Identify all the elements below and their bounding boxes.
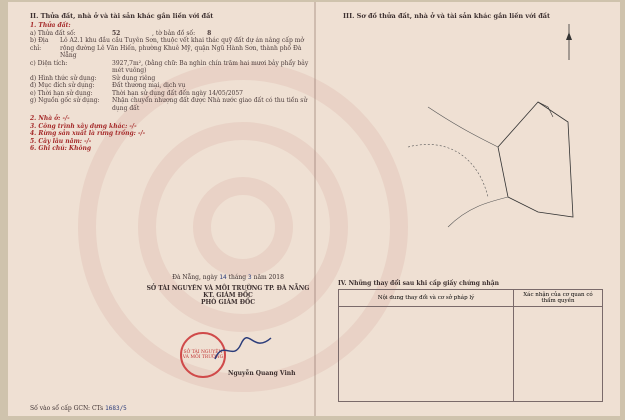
signer-name: Nguyễn Quang Vinh xyxy=(228,370,296,377)
stamp-text: SỞ TÀI NGUYÊN VÀ MÔI TRƯỜNG xyxy=(182,350,224,360)
table-row xyxy=(339,307,603,402)
kt-title: KT. GIÁM ĐỐC xyxy=(203,292,253,299)
change-content-header: Nội dung thay đổi và cơ sở pháp lý xyxy=(339,290,514,307)
north-arrow-icon xyxy=(563,22,575,62)
term-label: e) Thời hạn sử dụng: xyxy=(30,89,93,97)
parcel-number: 52 xyxy=(112,29,121,37)
entry-value: 1683/5 xyxy=(105,405,127,412)
term-row xyxy=(30,90,315,98)
notes-line: 6. Ghi chú: Không xyxy=(30,145,92,153)
changes-table xyxy=(338,289,603,402)
purpose-label: đ) Mục đích sử dụng: xyxy=(30,82,95,90)
issue-date xyxy=(138,274,318,281)
deputy-title: PHÓ GIÁM ĐỐC xyxy=(200,299,256,306)
certificate-sheet xyxy=(8,2,620,416)
origin-label: g) Nguồn gốc sử dụng: xyxy=(30,97,100,105)
land-heading: 1. Thửa đất: xyxy=(30,22,71,30)
map-number: 8 xyxy=(207,29,212,37)
section-iv-title: IV. Những thay đổi sau khi cấp giấy chứng nhận xyxy=(338,280,499,287)
date-month-label: tháng xyxy=(228,274,247,281)
section-iv xyxy=(338,280,613,402)
area-label: c) Diện tích: xyxy=(30,59,68,67)
parcel-diagram xyxy=(388,87,588,247)
section-iii-title: III. Sơ đồ thửa đất, nhà ở và tài sản khác gắn liền với đất xyxy=(343,12,550,20)
purpose-value: Đất thương mại, dịch vụ xyxy=(112,82,186,90)
perennial-line: 5. Cây lâu năm: -/- xyxy=(30,137,92,145)
date-month: 3 xyxy=(248,274,252,281)
signature-mark xyxy=(213,334,273,364)
purpose-row xyxy=(30,82,315,90)
table-cell xyxy=(339,307,514,402)
parcel-row xyxy=(30,30,315,38)
forest-line: 4. Rừng sản xuất là rừng trồng: -/- xyxy=(30,130,146,138)
table-header-row xyxy=(339,290,603,307)
address-label: b) Địa chỉ: xyxy=(30,37,49,52)
date-day: 14 xyxy=(219,274,227,281)
section-ii xyxy=(30,12,315,153)
form-label: d) Hình thức sử dụng: xyxy=(30,74,97,82)
parcel-label: a) Thửa đất số: xyxy=(30,29,76,37)
area-value: 3927,7m², (bằng chữ: Ba nghìn chín trăm hai mươi bảy phẩy bảy mét vuông) xyxy=(112,59,309,75)
authority-confirmation-header: Xác nhận của cơ quan có thẩm quyền xyxy=(514,290,603,307)
entry-label: Số vào sổ cấp GCN: CTs xyxy=(30,405,104,412)
address-row xyxy=(30,37,315,60)
background-pattern xyxy=(193,177,293,277)
date-place: Đà Nẵng, ngày xyxy=(172,274,218,281)
map-label: , tờ bản đồ số: xyxy=(152,29,196,37)
agency-name: SỞ TÀI NGUYÊN VÀ MÔI TRƯỜNG TP. ĐÀ NẴNG xyxy=(146,285,310,292)
origin-value: Nhận chuyển nhượng đất được Nhà nước giao đất có thu tiền sử dụng đất xyxy=(112,97,308,112)
table-cell xyxy=(514,307,603,402)
signature-block xyxy=(138,274,318,306)
area-row xyxy=(30,60,315,75)
section-ii-title: II. Thửa đất, nhà ở và tài sản khác gắn liền với đất xyxy=(30,12,214,20)
entry-number xyxy=(30,405,127,412)
section-iii xyxy=(343,12,618,22)
term-value: Thời hạn sử dụng đất đến ngày 14/05/2057 xyxy=(112,89,243,97)
address-value: Lô A2.1 khu đầu cầu Tuyên Sơn, thuộc vết khai thác quỹ đất dự án nâng cấp mở rộng đường Lê Văn Hiến, phường Khuê Mỹ, quận Ngũ Hành Sơn, thành phố Đà Nẵng xyxy=(60,37,305,60)
construction-line: 3. Công trình xây dựng khác: -/- xyxy=(30,122,137,130)
house-line: 2. Nhà ở: -/- xyxy=(30,115,70,123)
date-year: năm 2018 xyxy=(253,274,284,281)
origin-row xyxy=(30,97,315,112)
form-value: Sử dụng riêng xyxy=(112,74,156,82)
form-row xyxy=(30,75,315,83)
